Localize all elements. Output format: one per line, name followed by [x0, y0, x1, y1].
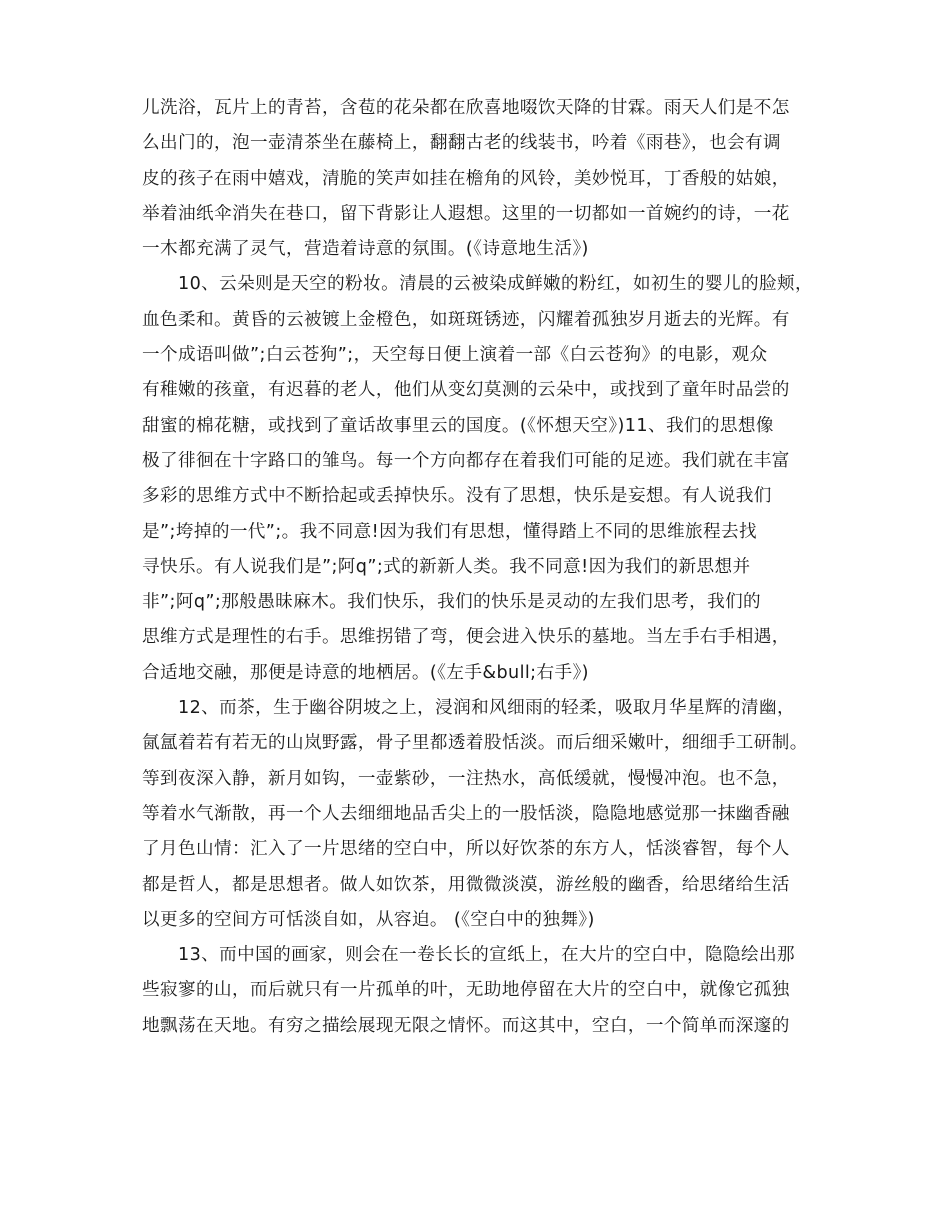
paragraph-1 — [142, 91, 822, 267]
text-line: 以更多的空间方可恬淡自如，从容迫。 (《空白中的独舞》) — [142, 909, 595, 930]
text-line: 都是哲人，都是思想者。做人如饮茶，用微微淡漠，游丝般的幽香，给思绪给生活 — [142, 874, 790, 895]
text-line: 有稚嫩的孩童，有迟暮的老人，他们从变幻莫测的云朵中，或找到了童年时品尝的 — [142, 380, 790, 401]
text-line: 举着油纸伞消失在巷口，留下背影让人遐想。这里的一切都如一首婉约的诗，一花 — [142, 203, 790, 224]
document-body — [142, 91, 822, 1044]
text-line: 一个成语叫做”;白云苍狗”;，天空每日便上演着一部《白云苍狗》的电影，观众 — [142, 345, 768, 366]
paragraph-2 — [142, 267, 822, 691]
text-line: 皮的孩子在雨中嬉戏，清脆的笑声如挂在檐角的风铃，美妙悦耳，丁香般的姑娘， — [142, 168, 790, 189]
text-line: 等到夜深入静，新月如钩，一壶紫砂，一注热水，高低缓就，慢慢冲泡。也不急， — [142, 768, 790, 789]
text-line: 了月色山情：汇入了一片思绪的空白中，所以好饮茶的东方人，恬淡睿智，每个人 — [142, 839, 790, 860]
text-line: 氤氲着若有若无的山岚野露，骨子里都透着股恬淡。而后细采嫩叶，细细手工研制。 — [142, 733, 808, 754]
text-line: 一木都充满了灵气，营造着诗意的氛围。(《诗意地生活》) — [142, 239, 589, 260]
text-line: 么出门的，泡一壶清茶坐在藤椅上，翻翻古老的线装书，吟着《雨巷》，也会有调 — [142, 133, 781, 154]
text-line: 些寂寥的山，而后就只有一片孤单的叶，无助地停留在大片的空白中，就像它孤独 — [142, 980, 790, 1001]
text-line: 等着水气渐散，再一个人去细细地品舌尖上的一股恬淡，隐隐地感觉那一抹幽香融 — [142, 803, 790, 824]
text-line: 儿洗浴，瓦片上的青苔，含苞的花朵都在欣喜地啜饮天降的甘霖。雨天人们是不怎 — [142, 98, 790, 118]
paragraph-3 — [142, 691, 822, 938]
text-line: 极了徘徊在十字路口的雏鸟。每一个方向都存在着我们可能的足迹。我们就在丰富 — [142, 450, 790, 471]
paragraph-4 — [142, 938, 822, 1044]
text-line: 甜蜜的棉花糖，或找到了童话故事里云的国度。(《怀想天空》)11、我们的思想像 — [142, 415, 774, 436]
text-line: 多彩的思维方式中不断拾起或丢掉快乐。没有了思想，快乐是妄想。有人说我们 — [142, 486, 772, 507]
text-line: 寻快乐。有人说我们是”;阿q”;式的新新人类。我不同意!因为我们的新思想并 — [142, 556, 751, 577]
text-line: 10、云朵则是天空的粉妆。清晨的云被染成鲜嫩的粉红，如初生的婴儿的脸颊， — [142, 274, 813, 295]
text-line: 是”;垮掉的一代”;。我不同意!因为我们有思想，懂得踏上不同的思维旅程去找 — [142, 521, 757, 542]
text-line: 合适地交融，那便是诗意的地栖居。(《左手&bull;右手》) — [142, 662, 589, 683]
text-line: 非”;阿q”;那般愚昧麻木。我们快乐，我们的快乐是灵动的左我们思考，我们的 — [142, 592, 762, 613]
text-line: 12、而茶，生于幽谷阴坡之上，浸润和风细雨的轻柔，吸取月华星辉的清幽， — [142, 698, 795, 719]
text-line: 地飘荡在天地。有穷之描绘展现无限之情怀。而这其中，空白，一个简单而深邃的 — [142, 1015, 790, 1036]
text-line: 13、而中国的画家，则会在一卷长长的宣纸上，在大片的空白中，隐隐绘出那 — [142, 945, 795, 966]
text-line: 思维方式是理性的右手。思维拐错了弯，便会进入快乐的墓地。当左手右手相遇， — [142, 627, 790, 648]
text-line: 血色柔和。黄昏的云被镀上金橙色，如斑斑锈迹，闪耀着孤独岁月逝去的光辉。有 — [142, 309, 790, 330]
